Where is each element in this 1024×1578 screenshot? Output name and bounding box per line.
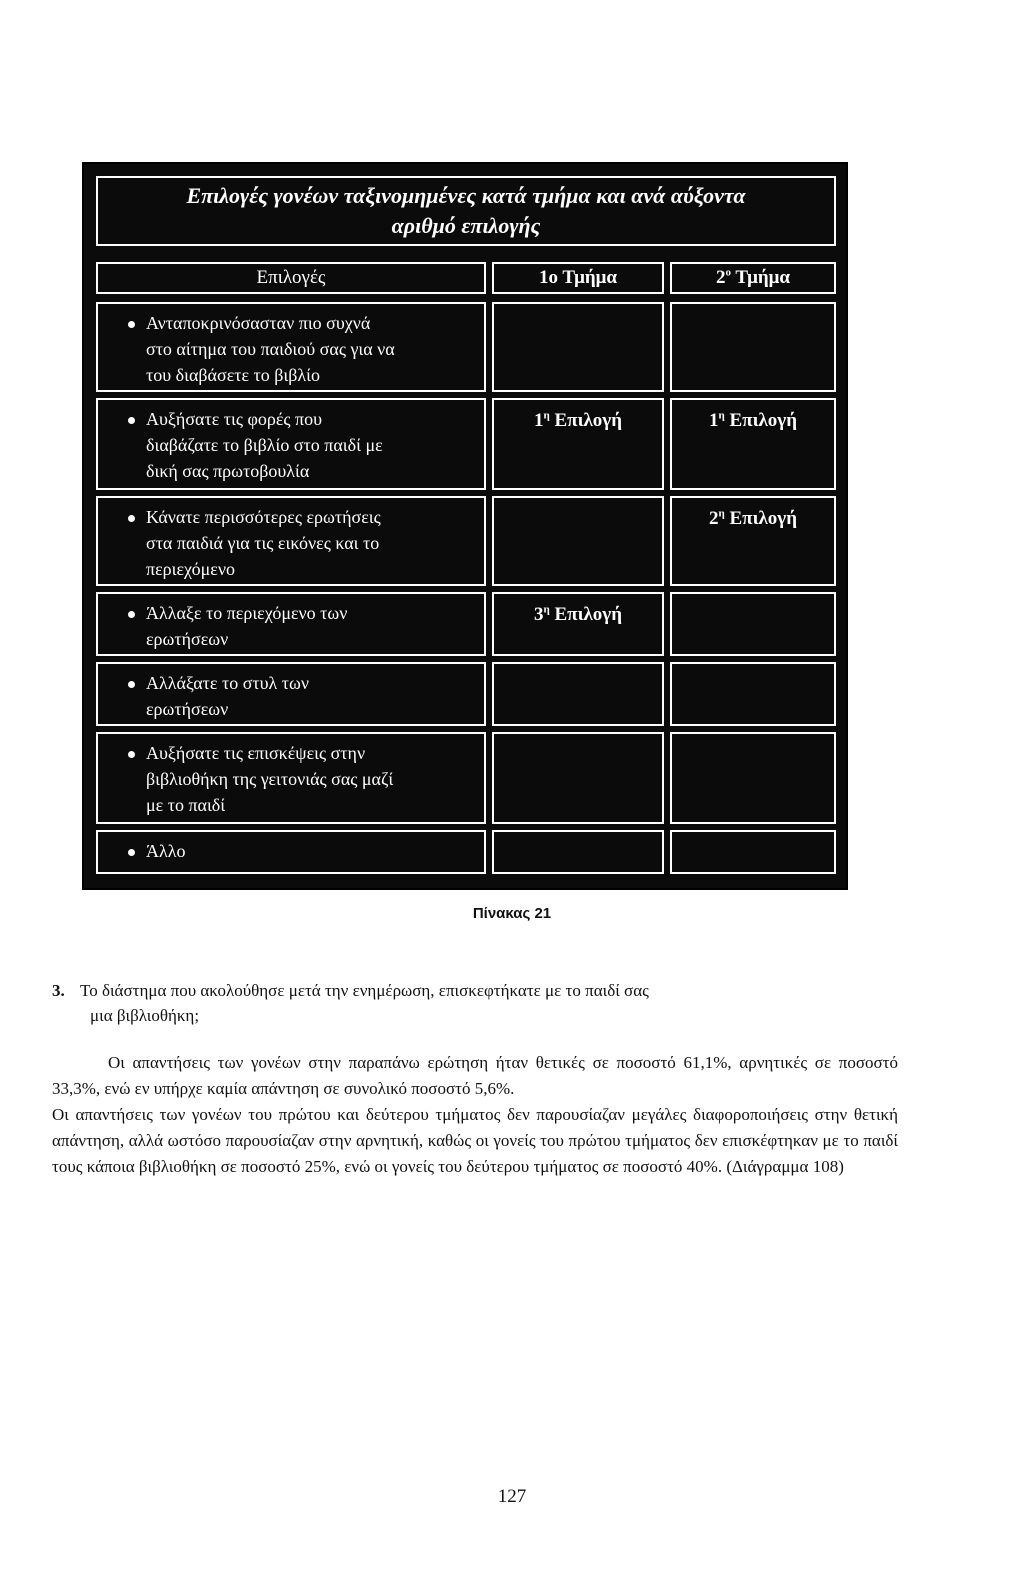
table-cell-dept1 xyxy=(492,732,664,824)
choice-num: 1 xyxy=(709,410,719,431)
option-line: με το παιδί xyxy=(146,795,226,815)
option-line: του διαβάσετε το βιβλίο xyxy=(146,365,321,385)
choice-word: Επιλογή xyxy=(729,410,797,431)
header-dept2-sup: ο xyxy=(725,266,731,279)
table-cell-dept1 xyxy=(492,302,664,392)
bullet-icon xyxy=(128,681,135,688)
header-dept2-num: 2 xyxy=(715,267,726,288)
table-title-line1: Επιλογές γονέων ταξινομημένες κατά τμήμα και ανά αύξοντα xyxy=(186,183,746,208)
table-row-option xyxy=(96,592,486,656)
table-cell-dept2 xyxy=(670,496,836,586)
option-line: Αλλάξατε το στυλ των xyxy=(146,673,309,693)
body-text xyxy=(52,1050,898,1180)
bullet-icon xyxy=(128,611,135,618)
question-line2: μια βιβλιοθήκη; xyxy=(90,1006,200,1025)
header-dept2-word: Τμήμα xyxy=(735,267,791,288)
option-line: Αυξήσατε τις επισκέψεις στην xyxy=(146,743,366,763)
choices-table xyxy=(82,162,848,890)
table-row-option xyxy=(96,732,486,824)
body-paragraph: Οι απαντήσεις των γονέων στην παραπάνω ερώτηση ήταν θετικές σε ποσοστό 61,1%, αρνητικές σε ποσοστό 33,3%, ενώ εν υπήρχε καμία απάντηση σε συνολικό ποσοστό 5,6%. xyxy=(52,1053,898,1098)
choice-sup: η xyxy=(718,507,725,520)
page-number: 127 xyxy=(497,1486,527,1507)
table-title xyxy=(96,176,836,246)
option-line: περιεχόμενο xyxy=(146,559,235,579)
table-cell-dept2 xyxy=(670,592,836,656)
option-line: βιβλιοθήκη της γειτονιάς σας μαζί xyxy=(146,769,394,789)
table-cell-dept1 xyxy=(492,830,664,874)
table-cell-dept1 xyxy=(492,496,664,586)
question-block xyxy=(52,978,912,1028)
bullet-icon xyxy=(128,515,135,522)
bullet-icon xyxy=(128,751,135,758)
table-cell-dept2 xyxy=(670,662,836,726)
option-line: Αυξήσατε τις φορές που xyxy=(146,409,323,429)
table-row-option xyxy=(96,830,486,874)
table-row-option xyxy=(96,398,486,490)
table-row-option xyxy=(96,302,486,392)
table-row-option xyxy=(96,662,486,726)
choice-num: 2 xyxy=(709,508,719,529)
table-cell-dept2 xyxy=(670,398,836,490)
choice-num: 3 xyxy=(534,604,544,625)
option-line: Κάνατε περισσότερες ερωτήσεις xyxy=(146,507,381,527)
choice-word: Επιλογή xyxy=(554,604,622,625)
table-cell-dept2 xyxy=(670,302,836,392)
table-cell-dept2 xyxy=(670,830,836,874)
header-options: Επιλογές xyxy=(96,262,486,294)
option-line: στο αίτημα του παιδιού σας για να xyxy=(146,339,395,359)
bullet-icon xyxy=(128,849,135,856)
table-cell-dept1 xyxy=(492,592,664,656)
bullet-icon xyxy=(128,321,135,328)
option-line: Άλλαξε το περιεχόμενο των xyxy=(146,603,348,623)
choice-num: 1 xyxy=(534,410,544,431)
option-line: Ανταποκρινόσασταν πιο συχνά xyxy=(146,313,371,333)
choice-word: Επιλογή xyxy=(554,410,622,431)
table-cell-dept1 xyxy=(492,398,664,490)
option-line: ερωτήσεων xyxy=(146,629,229,649)
choice-sup: η xyxy=(543,603,550,616)
header-dept1: 1ο Τμήμα xyxy=(492,262,664,294)
body-paragraph: Οι απαντήσεις των γονέων του πρώτου και δεύτερου τμήματος δεν παρουσίαζαν μεγάλες διαφοροποιήσεις στην θετική απάντηση, αλλά ωστόσο παρουσίαζαν στην αρνητική, καθώς οι γονείς του πρώτου τμήματος δεν επισκέφτηκαν με το παιδί τους κάποια βιβλιοθήκη σε ποσοστό 25%, ενώ οι γονείς του δεύτερου τμήματος σε ποσοστό 40%. (Διάγραμμα 108) xyxy=(52,1105,898,1176)
choice-sup: η xyxy=(543,409,550,422)
option-line: δική σας πρωτοβουλία xyxy=(146,461,310,481)
table-title-line2: αριθμό επιλογής xyxy=(391,213,541,238)
option-line: στα παιδιά για τις εικόνες και το xyxy=(146,533,380,553)
option-line: Άλλο xyxy=(146,841,186,861)
question-number: 3. xyxy=(52,981,65,1000)
question-line1: Το διάστημα που ακολούθησε μετά την ενημέρωση, επισκεφτήκατε με το παιδί σας xyxy=(80,981,649,1000)
table-cell-dept1 xyxy=(492,662,664,726)
table-row-option xyxy=(96,496,486,586)
choice-word: Επιλογή xyxy=(729,508,797,529)
header-dept2 xyxy=(670,262,836,294)
option-line: ερωτήσεων xyxy=(146,699,229,719)
choice-sup: η xyxy=(718,409,725,422)
table-cell-dept2 xyxy=(670,732,836,824)
option-line: διαβάζατε το βιβλίο στο παιδί με xyxy=(146,435,383,455)
table-caption: Πίνακας 21 xyxy=(472,905,552,922)
bullet-icon xyxy=(128,417,135,424)
